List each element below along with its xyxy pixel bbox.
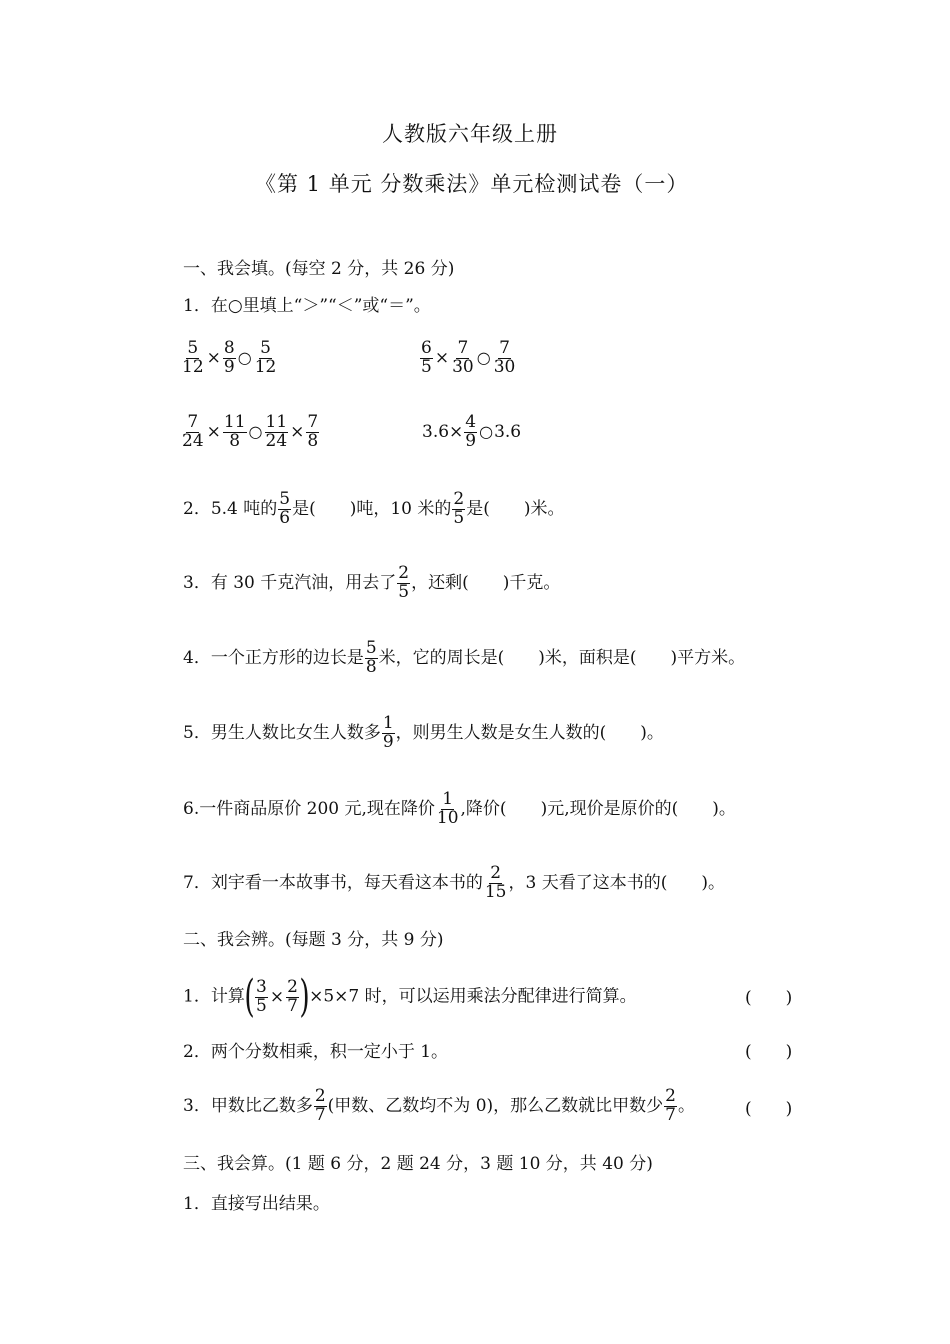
fraction: $\frac{5}{6}$ <box>279 489 291 528</box>
section3-heading: 三、我会算。(1 题 6 分，2 题 24 分，3 题 10 分，共 40 分) <box>183 1154 653 1174</box>
compare-circle[interactable]: ○ <box>476 347 491 367</box>
q1-expr-d: 3.6× $\frac{4}{9}$ ○3.6 <box>422 412 522 451</box>
page-title: 人教版六年级上册 <box>382 122 558 146</box>
q1-expr-c: $\frac{7}{24}$ × $\frac{11}{8}$ ○ $\frac{11}{24}$ × $\frac{7}{8}$ <box>182 412 319 451</box>
judge-answer-3[interactable]: ( ) <box>745 1099 793 1119</box>
page-subtitle: 《第 1 单元 分数乘法》单元检测试卷（一） <box>255 172 689 196</box>
fraction: $\frac{8}{9}$ <box>223 338 235 377</box>
fraction: $\frac{2}{7}$ <box>287 976 298 1016</box>
compare-circle[interactable]: ○ <box>248 421 263 441</box>
judge-q3: 3．甲数比乙数多 $\frac{2}{7}$ (甲数、乙数均不为 0)，那么乙数就比甲数少 $\frac{2}{7}$ 。 <box>183 1086 695 1125</box>
fraction: $\frac{2}{15}$ <box>484 863 507 902</box>
q2: 2．5.4 吨的 $\frac{5}{6}$ 是( )吨，10 米的 $\frac{2}{5}$ 是( )米。 <box>183 489 565 528</box>
fraction: $\frac{6}{5}$ <box>421 338 432 377</box>
judge-answer-2[interactable]: ( ) <box>745 1042 793 1062</box>
judge-answer-1[interactable]: ( ) <box>745 988 793 1008</box>
q1-expr-a: $\frac{5}{12}$ × $\frac{8}{9}$ ○ $\frac{5}{12}$ <box>182 338 277 377</box>
q3: 3．有 30 千克汽油，用去了 $\frac{2}{5}$ ，还剩( )千克。 <box>183 563 561 602</box>
fraction: $\frac{7}{30}$ <box>493 338 516 377</box>
section2-heading: 二、我会辨。(每题 3 分，共 9 分) <box>183 930 444 950</box>
q1-expr-b: $\frac{6}{5}$ × $\frac{7}{30}$ ○ $\frac{7}{30}$ <box>421 338 516 377</box>
fraction: $\frac{1}{9}$ <box>382 713 394 752</box>
fraction: $\frac{7}{24}$ <box>182 412 204 451</box>
fraction: $\frac{5}{12}$ <box>182 338 204 377</box>
q1-prompt: 1．在○里填上“＞”“＜”或“＝”。 <box>183 296 431 316</box>
q4: 4．一个正方形的边长是 $\frac{5}{8}$ 米，它的周长是( )米，面积是( )平方米。 <box>183 638 746 677</box>
judge-q1: 1．计算( $\frac{3}{5}$ × $\frac{2}{7}$ )×5×7 时，可以运用乘法分配律进行简算。 <box>183 971 637 1022</box>
fraction: $\frac{5}{8}$ <box>365 638 377 677</box>
fraction: $\frac{2}{7}$ <box>665 1086 676 1125</box>
compare-circle[interactable]: ○ <box>237 347 252 367</box>
fraction: $\frac{3}{5}$ <box>256 976 267 1016</box>
judge-q2: 2．两个分数相乘，积一定小于 1。 <box>183 1042 449 1062</box>
section1-heading: 一、我会填。(每空 2 分，共 26 分) <box>183 259 455 279</box>
fraction: $\frac{11}{24}$ <box>265 412 288 451</box>
fraction: $\frac{2}{5}$ <box>398 563 410 602</box>
fraction: $\frac{1}{10}$ <box>436 789 459 828</box>
fraction: $\frac{11}{8}$ <box>223 412 246 451</box>
compare-circle[interactable]: ○ <box>479 421 494 441</box>
fraction: $\frac{2}{5}$ <box>453 489 465 528</box>
fraction: $\frac{4}{9}$ <box>465 412 477 451</box>
fraction: $\frac{7}{8}$ <box>307 412 319 451</box>
q7: 7．刘宇看一本故事书，每天看这本书的 $\frac{2}{15}$ ，3 天看了这本书的( )。 <box>183 863 725 902</box>
q6: 6.一件商品原价 200 元,现在降价 $\frac{1}{10}$ ,降价( )元,现价是原价的( )。 <box>183 789 736 828</box>
calc-q1: 1．直接写出结果。 <box>183 1194 330 1214</box>
q5: 5．男生人数比女生人数多 $\frac{1}{9}$ ，则男生人数是女生人数的( )。 <box>183 713 664 752</box>
fraction: $\frac{7}{30}$ <box>452 338 474 377</box>
fraction: $\frac{5}{12}$ <box>254 338 277 377</box>
fraction: $\frac{2}{7}$ <box>314 1086 326 1125</box>
